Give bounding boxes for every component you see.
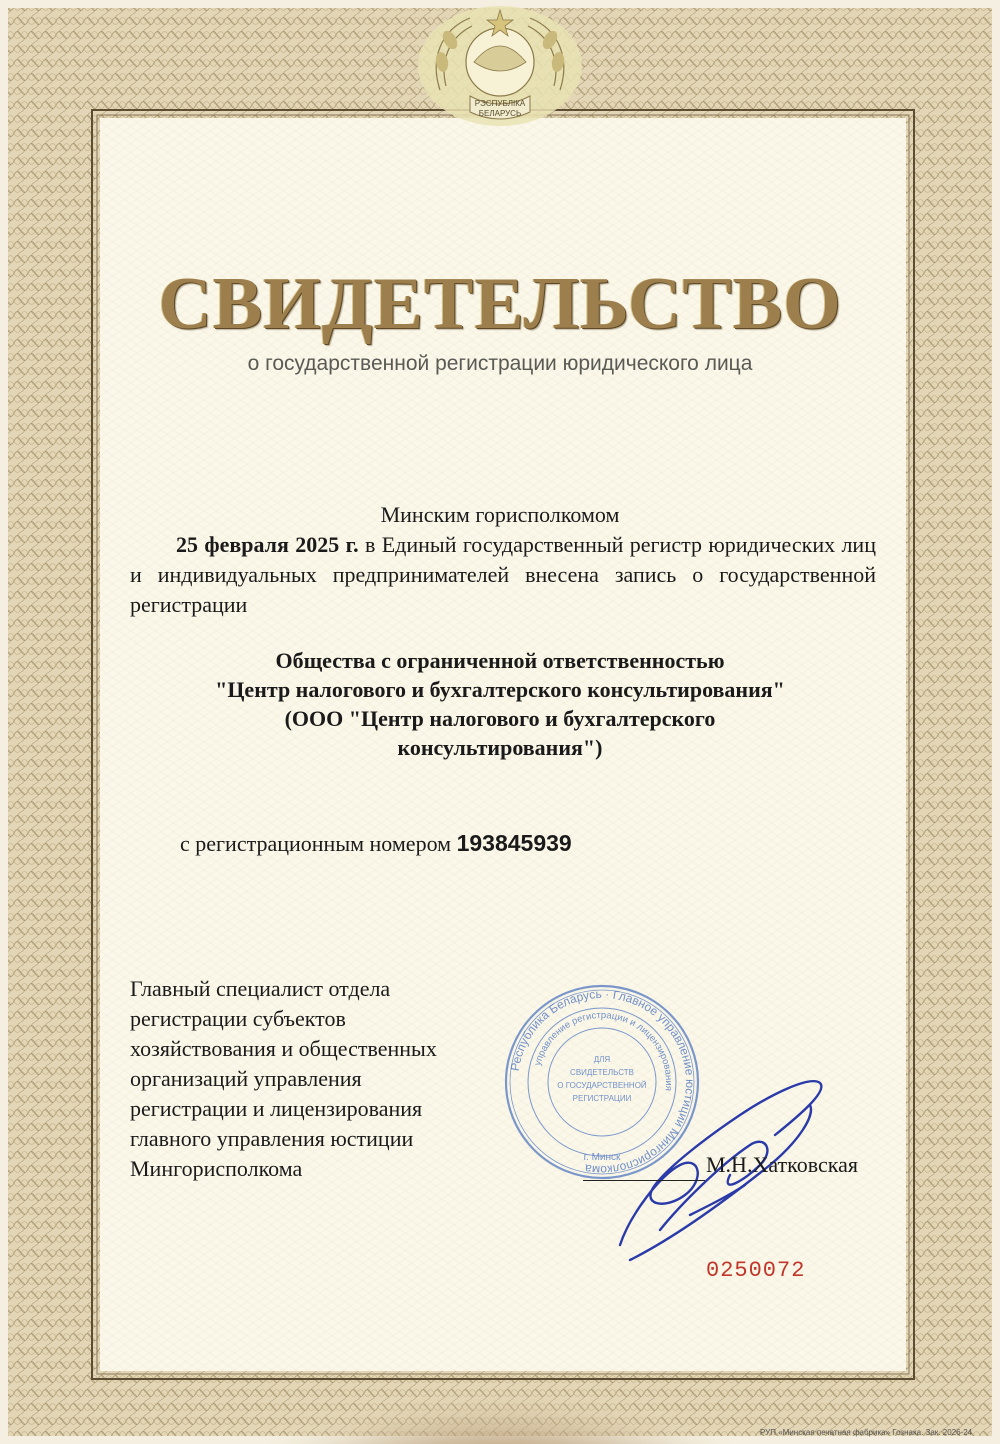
emblem-caption-2: БЕЛАРУСЬ [478, 109, 522, 118]
organization-line-3: (ООО "Центр налогового и бухгалтерского [284, 706, 716, 731]
registration-number-line [180, 830, 572, 857]
signatory-name: М.Н.Хатковская [706, 1152, 858, 1177]
registry-paragraph [130, 530, 876, 620]
emblem-caption-1: РЭСПУБЛІКА [474, 99, 526, 108]
official-line: организаций управления [130, 1066, 362, 1091]
serial-number: 0250072 [706, 1258, 806, 1283]
issuer-line: Минским горисполкомом [380, 502, 620, 527]
registration-prefix: с регистрационным номером [180, 831, 452, 856]
official-line: главного управления юстиции [130, 1126, 414, 1151]
organization-name [0, 646, 1000, 762]
official-position [130, 974, 550, 1184]
stamp-city: г. Минск [583, 1152, 621, 1163]
organization-line-2: "Центр налогового и бухгалтерского консультирования" [215, 677, 785, 702]
stamp-center-4: РЕГИСТРАЦИИ [572, 1094, 632, 1103]
organization-line-1: Общества с ограниченной ответственностью [275, 648, 725, 673]
official-line: регистрации субъектов [130, 1006, 346, 1031]
national-emblem-icon [410, 0, 590, 128]
official-line: Главный специалист отдела [130, 976, 391, 1001]
signature-line [583, 1180, 705, 1181]
stamp-center-3: О ГОСУДАРСТВЕННОЙ [557, 1081, 647, 1090]
stamp-outer-text: Республика Беларусь · Главное управление юстиции Мингорисполкома [507, 986, 698, 1178]
registry-text: в Единый государственный регистр юридических лиц и индивидуальных предпринимателей внесена запись о государственной регистрации [130, 532, 876, 617]
official-line: регистрации и лицензирования [130, 1096, 423, 1121]
official-line: хозяйствования и общественных [130, 1036, 437, 1061]
official-line: Мингорисполкома [130, 1156, 303, 1181]
document-title: СВИДЕТЕЛЬСТВО [158, 263, 842, 345]
document-subtitle: о государственной регистрации юридического лица [247, 352, 753, 375]
stamp-center-2: СВИДЕТЕЛЬСТВ [570, 1068, 634, 1077]
stamp-inner-text: управление регистрации и лицензирования [532, 1009, 675, 1092]
stamp-center-1: ДЛЯ [593, 1055, 611, 1064]
registration-date: 25 февраля 2025 г. [176, 532, 359, 557]
organization-line-4: консультирования") [397, 735, 603, 760]
printer-imprint: РУП «Минская печатная фабрика» Гознака. Зак. 2026-24 [760, 1428, 973, 1437]
registration-number: 193845939 [456, 830, 572, 856]
